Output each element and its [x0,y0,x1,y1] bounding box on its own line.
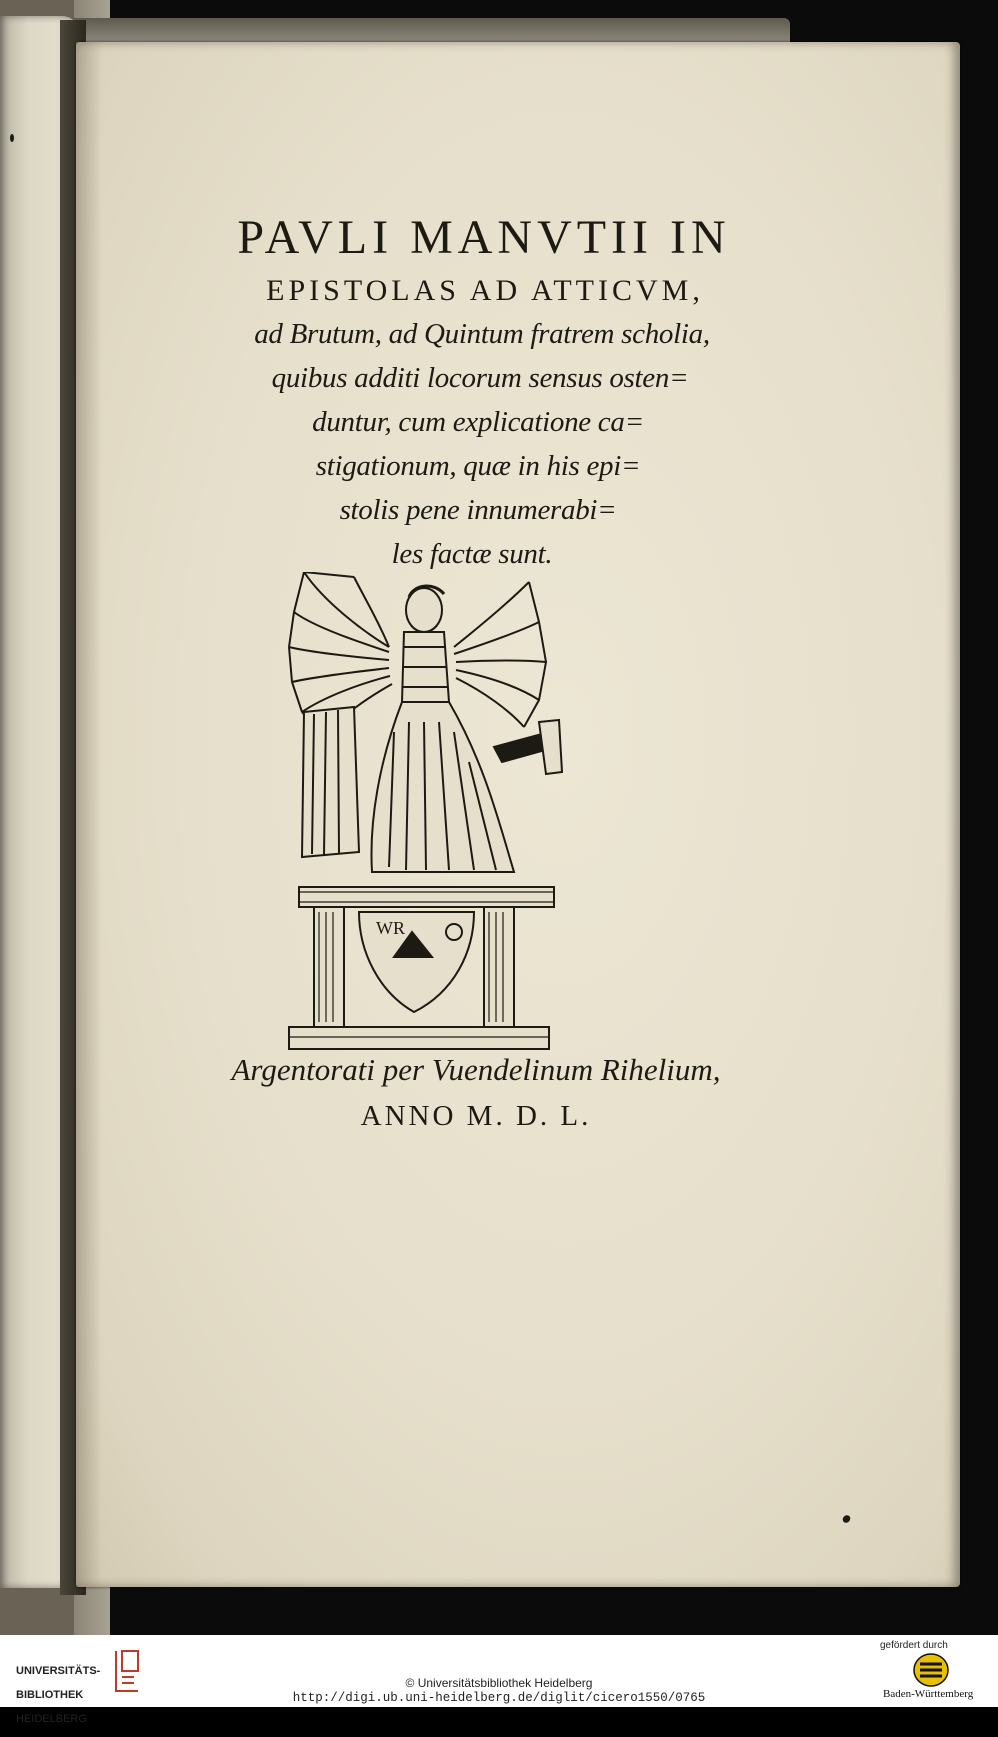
funded-by-label: gefördert durch [880,1640,948,1651]
imprint-place-printer: Argentorati per Vuendelinum Rihelium, [231,1052,721,1087]
library-name-line-2: BIBLIOTHEK [16,1689,84,1701]
title-line-6: stigationum, quæ in his epi= [315,450,641,482]
library-name-line-1: UNIVERSITÄTS- [16,1665,101,1677]
copyright-notice: © Universitätsbibliothek Heidelberg [405,1676,593,1690]
title-line-3: ad Brutum, ad Quintum fratrem scholia, [254,318,710,350]
title-line-7: stolis pene innumerabi= [339,494,617,526]
ink-speck [10,134,14,142]
title-line-8: les factæ sunt. [391,538,553,570]
printers-device-woodcut [284,572,574,1057]
woodcut-monogram: WR [376,918,405,938]
title-line-5: duntur, cum explicatione ca= [312,406,644,438]
right-wing [454,582,546,727]
title-line-1: PAVLI MANVTII IN [237,211,731,264]
title-page [76,42,960,1587]
title-line-2: EPISTOLAS AD ATTICVM, [266,274,704,307]
imprint-year: ANNO M. D. L. [360,1100,592,1132]
permalink-url[interactable]: http://digi.ub.uni-heidelberg.de/diglit/cicero1550/0765 [292,1691,706,1705]
baden-wuerttemberg-emblem-icon[interactable] [912,1652,950,1688]
ink-speck [841,1514,852,1525]
funder-name: Baden-Württemberg [883,1688,974,1700]
library-name-line-3: HEIDELBERG [16,1713,87,1725]
title-line-4: quibus additi locorum sensus osten= [271,362,689,394]
